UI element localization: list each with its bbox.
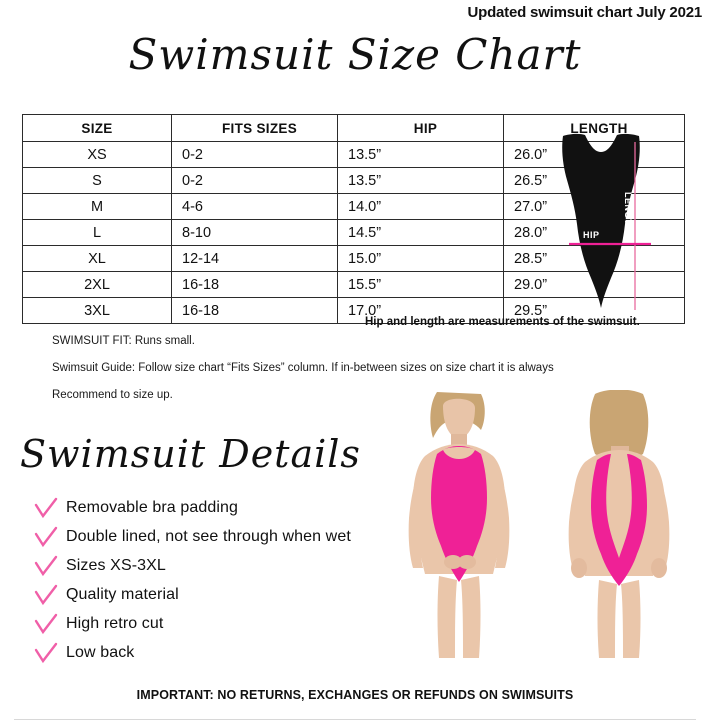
feature-label: Sizes XS-3XL: [66, 557, 166, 574]
cell-fits: 8-10: [172, 220, 338, 246]
swimsuit-measurement-diagram: [555, 132, 655, 314]
feature-label: Quality material: [66, 586, 179, 603]
cell-length: 27.0”: [504, 194, 685, 220]
feature-label: Low back: [66, 644, 135, 661]
feature-label: Removable bra padding: [66, 499, 238, 516]
cell-fits: 4-6: [172, 194, 338, 220]
checkmark-icon: [34, 642, 58, 664]
fit-note-line: Recommend to size up.: [52, 389, 173, 401]
model-back-view: [545, 390, 695, 662]
model-front-view: [385, 390, 535, 662]
checkmark-icon: [34, 497, 58, 519]
diagram-hip-label: HIP: [583, 230, 600, 240]
diagram-caption: Hip and length are measurements of the swimsuit.: [365, 316, 640, 328]
diagram-length-label: LENGTH: [623, 192, 633, 232]
checkmark-icon: [34, 613, 58, 635]
checkmark-icon: [34, 584, 58, 606]
cell-fits: 0-2: [172, 142, 338, 168]
cell-size: 3XL: [23, 298, 172, 324]
page-title: Swimsuit Size Chart: [128, 30, 582, 79]
checkmark-icon: [34, 555, 58, 577]
list-item: [34, 581, 394, 609]
cell-size: L: [23, 220, 172, 246]
list-item: [34, 552, 394, 580]
cell-length: 26.5”: [504, 168, 685, 194]
cell-fits: 16-18: [172, 272, 338, 298]
details-title: Swimsuit Details: [20, 432, 361, 476]
cell-hip: 14.5”: [338, 220, 504, 246]
cell-hip: 15.0”: [338, 246, 504, 272]
cell-hip: 14.0”: [338, 194, 504, 220]
footer-divider: [14, 719, 696, 720]
cell-hip: 13.5”: [338, 142, 504, 168]
fit-note-line: Swimsuit Guide: Follow size chart “Fits Sizes” column. If in-between sizes on size chart it is always: [52, 362, 554, 374]
cell-fits: 0-2: [172, 168, 338, 194]
column-header-fits-sizes: FITS SIZES: [172, 115, 338, 142]
cell-hip: 15.5”: [338, 272, 504, 298]
cell-size: 2XL: [23, 272, 172, 298]
model-photos: [385, 390, 700, 662]
swimsuit-silhouette-icon: [555, 132, 655, 314]
cell-fits: 12-14: [172, 246, 338, 272]
cell-length: 26.0”: [504, 142, 685, 168]
cell-size: XL: [23, 246, 172, 272]
feature-list: [34, 494, 394, 668]
feature-label: High retro cut: [66, 615, 164, 632]
cell-length: 29.5”: [504, 298, 685, 324]
update-note: Updated swimsuit chart July 2021: [467, 4, 702, 21]
cell-hip: 17.0”: [338, 298, 504, 324]
list-item: [34, 639, 394, 667]
cell-hip: 13.5”: [338, 168, 504, 194]
cell-size: XS: [23, 142, 172, 168]
feature-label: Double lined, not see through when wet: [66, 528, 351, 545]
cell-size: S: [23, 168, 172, 194]
list-item: [34, 610, 394, 638]
cell-fits: 16-18: [172, 298, 338, 324]
cell-length: 28.0”: [504, 220, 685, 246]
cell-length: 29.0”: [504, 272, 685, 298]
column-header-hip: HIP: [338, 115, 504, 142]
cell-length: 28.5”: [504, 246, 685, 272]
fit-note-line: SWIMSUIT FIT: Runs small.: [52, 335, 195, 347]
column-header-size: SIZE: [23, 115, 172, 142]
column-header-length: LENGTH: [504, 115, 685, 142]
list-item: [34, 523, 394, 551]
cell-size: M: [23, 194, 172, 220]
list-item: [34, 494, 394, 522]
checkmark-icon: [34, 526, 58, 548]
footer-important-note: IMPORTANT: NO RETURNS, EXCHANGES OR REFUNDS ON SWIMSUITS: [136, 688, 574, 702]
